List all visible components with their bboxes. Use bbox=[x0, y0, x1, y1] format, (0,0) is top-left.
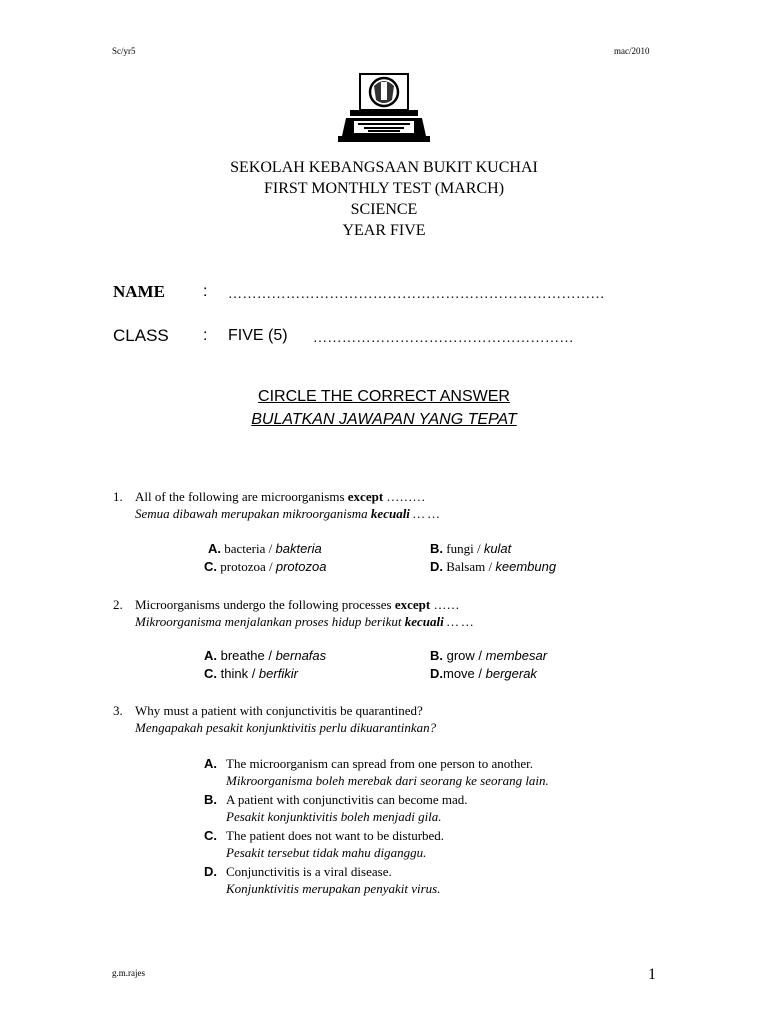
option-3a[interactable]: A. The microorganism can spread from one person to another. Mikroorganisma boleh merebak dari seorang ke seorang lain. bbox=[204, 756, 549, 788]
page-number: 1 bbox=[648, 966, 656, 983]
question-2: 2. Microorganisms undergo the following processes except …… Mikroorganisma menjalankan proses hidup berikut kecuali … … bbox=[113, 597, 474, 629]
option-1a[interactable]: A. bacteria / bakteria bbox=[208, 541, 322, 556]
option-3b[interactable]: B. A patient with conjunctivitis can become mad. Pesakit konjunktivitis boleh menjadi gila. bbox=[204, 792, 468, 824]
class-value: FIVE (5) bbox=[228, 327, 288, 344]
question-number: 2. bbox=[113, 597, 123, 612]
option-2b[interactable]: B. grow / membesar bbox=[430, 648, 548, 663]
question-3: 3. Why must a patient with conjunctivitis be quarantined? Mengapakah pesakit konjunktivitis perlu dikuarantinkan? bbox=[113, 703, 437, 735]
option-2c[interactable]: C. think / berfikir bbox=[204, 666, 298, 681]
name-label: NAME bbox=[113, 282, 165, 301]
header-right: mac/2010 bbox=[614, 46, 650, 56]
class-label: CLASS bbox=[113, 326, 169, 345]
option-1d[interactable]: D. Balsam / keembung bbox=[430, 559, 557, 574]
option-2a[interactable]: A. breathe / bernafas bbox=[204, 648, 327, 663]
school-logo bbox=[338, 72, 430, 144]
class-colon: : bbox=[203, 327, 208, 344]
option-2d[interactable]: D.move / bergerak bbox=[430, 666, 537, 681]
option-3d[interactable]: D. Conjunctivitis is a viral disease. Konjunktivitis merupakan penyakit virus. bbox=[204, 864, 441, 896]
name-colon: : bbox=[203, 283, 208, 300]
header-left: Sc/yr5 bbox=[112, 46, 136, 56]
year-title: YEAR FIVE bbox=[342, 222, 426, 239]
footer-author: g.m.rajes bbox=[112, 968, 145, 978]
option-1c[interactable]: C. protozoa / protozoa bbox=[204, 559, 327, 574]
name-fill-line[interactable]: …………………………………………………………………… bbox=[228, 287, 605, 302]
question-number: 1. bbox=[113, 489, 123, 504]
school-name: SEKOLAH KEBANGSAAN BUKIT KUCHAI bbox=[230, 159, 538, 176]
question-1: 1. All of the following are microorganisms except ……… Semua dibawah merupakan mikroorganisma kecuali … … bbox=[113, 489, 440, 521]
instruction-ms: BULATKAN JAWAPAN YANG TEPAT bbox=[251, 411, 517, 428]
option-3c[interactable]: C. The patient does not want to be disturbed. Pesakit tersebut tidak mahu diganggu. bbox=[204, 828, 445, 860]
class-fill-line[interactable]: ……………………………………………… bbox=[313, 331, 574, 346]
question-number: 3. bbox=[113, 703, 123, 718]
option-1b[interactable]: B. fungi / kulat bbox=[430, 541, 512, 556]
instruction-en: CIRCLE THE CORRECT ANSWER bbox=[258, 388, 510, 405]
test-title: FIRST MONTHLY TEST (MARCH) bbox=[263, 180, 505, 197]
subject-title: SCIENCE bbox=[350, 201, 418, 218]
